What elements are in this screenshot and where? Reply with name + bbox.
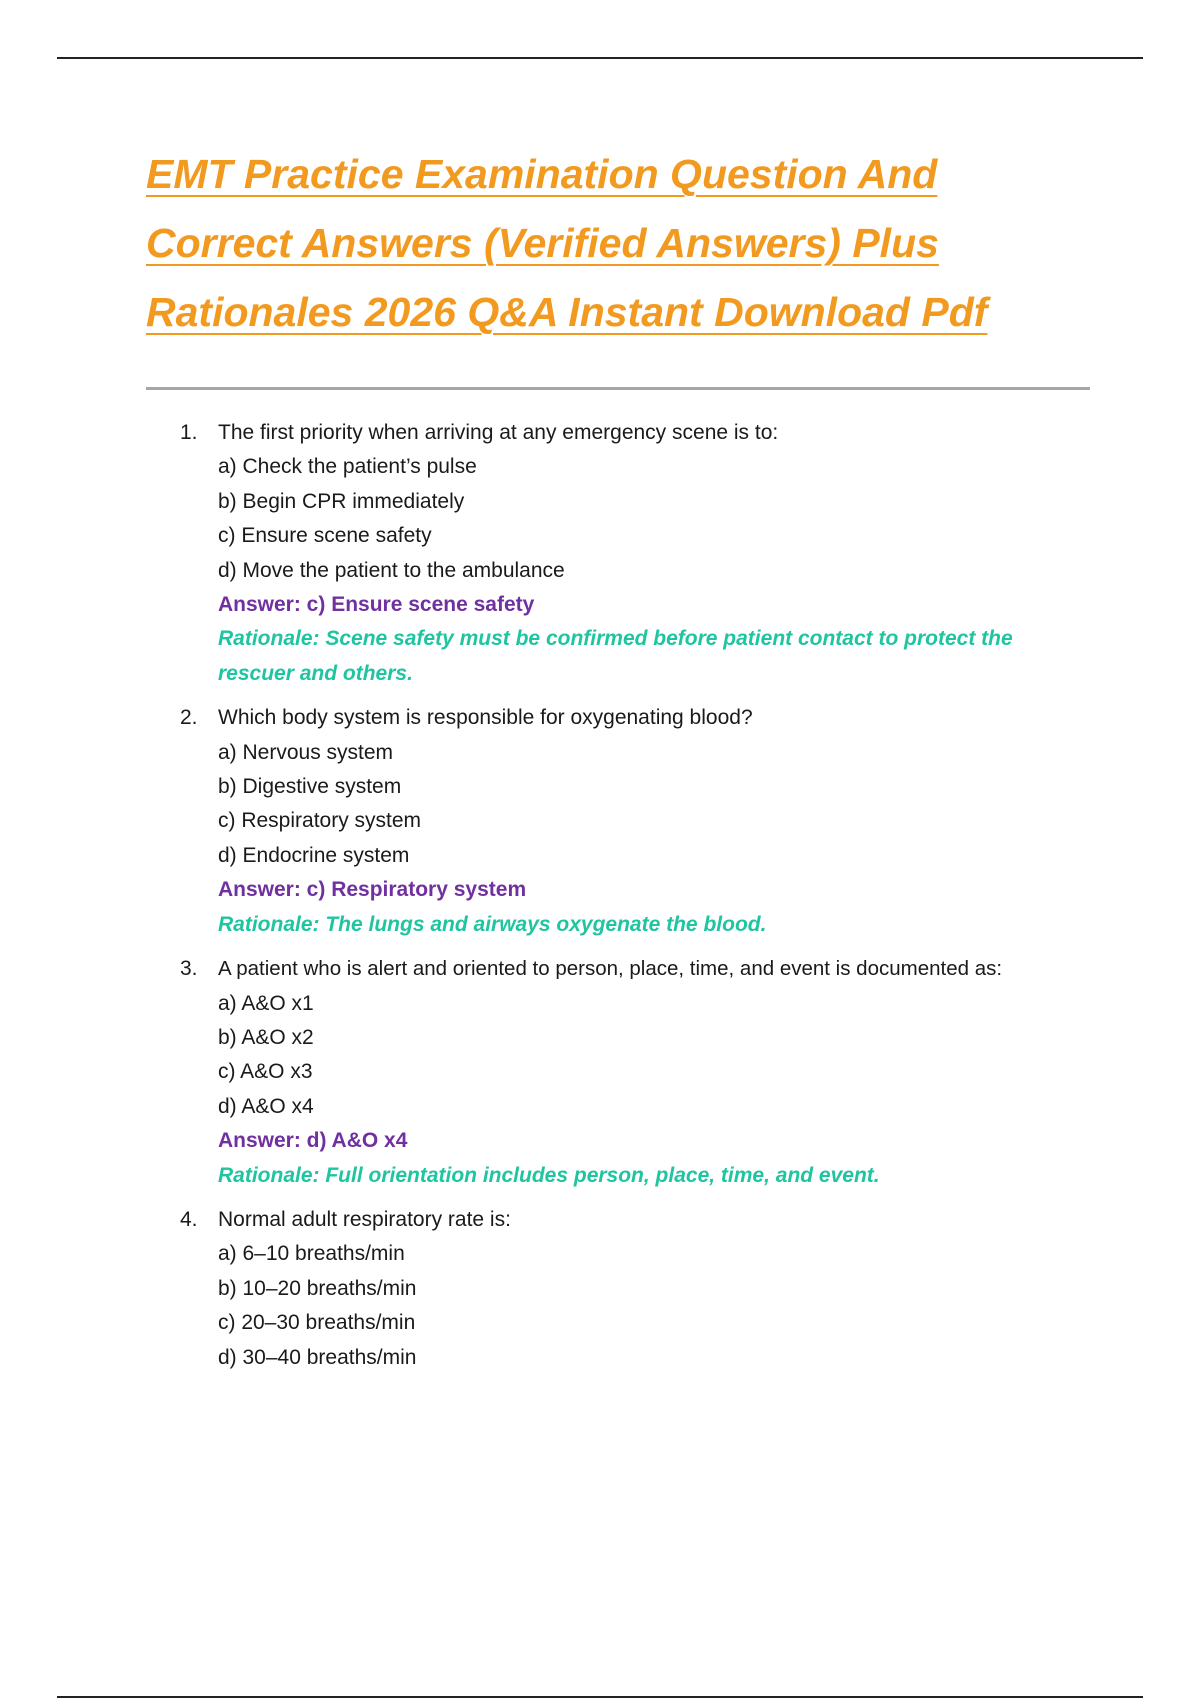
rationale-text: Rationale: Full orientation includes person, place, time, and event. xyxy=(218,1163,880,1187)
title-line-1: EMT Practice Examination Question And xyxy=(146,151,938,197)
option-c: c) Ensure scene safety xyxy=(218,524,432,548)
question-number: 2. xyxy=(180,706,198,730)
question-number: 1. xyxy=(180,421,198,444)
title-line-3: Rationales 2026 Q&A Instant Download Pdf xyxy=(146,289,988,335)
option-a: a) 6–10 breaths/min xyxy=(218,1242,405,1266)
question-number: 3. xyxy=(180,957,198,981)
option-b: b) Begin CPR immediately xyxy=(218,489,465,513)
option-c: c) 20–30 breaths/min xyxy=(218,1311,416,1335)
option-c: c) A&O x3 xyxy=(218,1060,313,1084)
question-text: Normal adult respiratory rate is: xyxy=(218,1207,511,1231)
option-d: d) Move the patient to the ambulance xyxy=(218,558,565,582)
question-2 xyxy=(180,701,1100,942)
option-a: a) A&O x1 xyxy=(218,991,314,1015)
answer-text: Answer: c) Ensure scene safety xyxy=(218,593,535,617)
option-c: c) Respiratory system xyxy=(218,809,422,833)
option-d: d) 30–40 breaths/min xyxy=(218,1345,417,1369)
question-1 xyxy=(180,416,1100,691)
answer-text: Answer: c) Respiratory system xyxy=(218,878,527,902)
option-d: d) Endocrine system xyxy=(218,843,410,867)
question-text: The first priority when arriving at any emergency scene is to: xyxy=(218,421,779,444)
option-d: d) A&O x4 xyxy=(218,1094,314,1118)
rationale-text: Rationale: The lungs and airways oxygenate the blood. xyxy=(218,912,767,936)
question-number: 4. xyxy=(180,1207,198,1231)
rationale-text: Rationale: Scene safety must be confirmed before patient contact to protect the rescuer and others. xyxy=(218,627,1013,685)
question-4 xyxy=(180,1203,1100,1375)
page-bottom-rule xyxy=(57,1696,1143,1698)
answer-text: Answer: d) A&O x4 xyxy=(218,1129,408,1153)
title-divider xyxy=(146,387,1090,390)
document-title xyxy=(146,140,1106,347)
option-b: b) Digestive system xyxy=(218,775,402,799)
question-3 xyxy=(180,952,1100,1193)
question-text: A patient who is alert and oriented to person, place, time, and event is documented as: xyxy=(218,957,1003,981)
page-top-rule xyxy=(57,57,1143,59)
option-a: a) Nervous system xyxy=(218,740,394,764)
option-b: b) A&O x2 xyxy=(218,1025,314,1049)
option-a: a) Check the patient’s pulse xyxy=(218,455,477,479)
question-list xyxy=(180,416,1100,1385)
option-b: b) 10–20 breaths/min xyxy=(218,1276,417,1300)
question-text: Which body system is responsible for oxygenating blood? xyxy=(218,706,753,730)
title-line-2: Correct Answers (Verified Answers) Plus xyxy=(146,220,939,266)
